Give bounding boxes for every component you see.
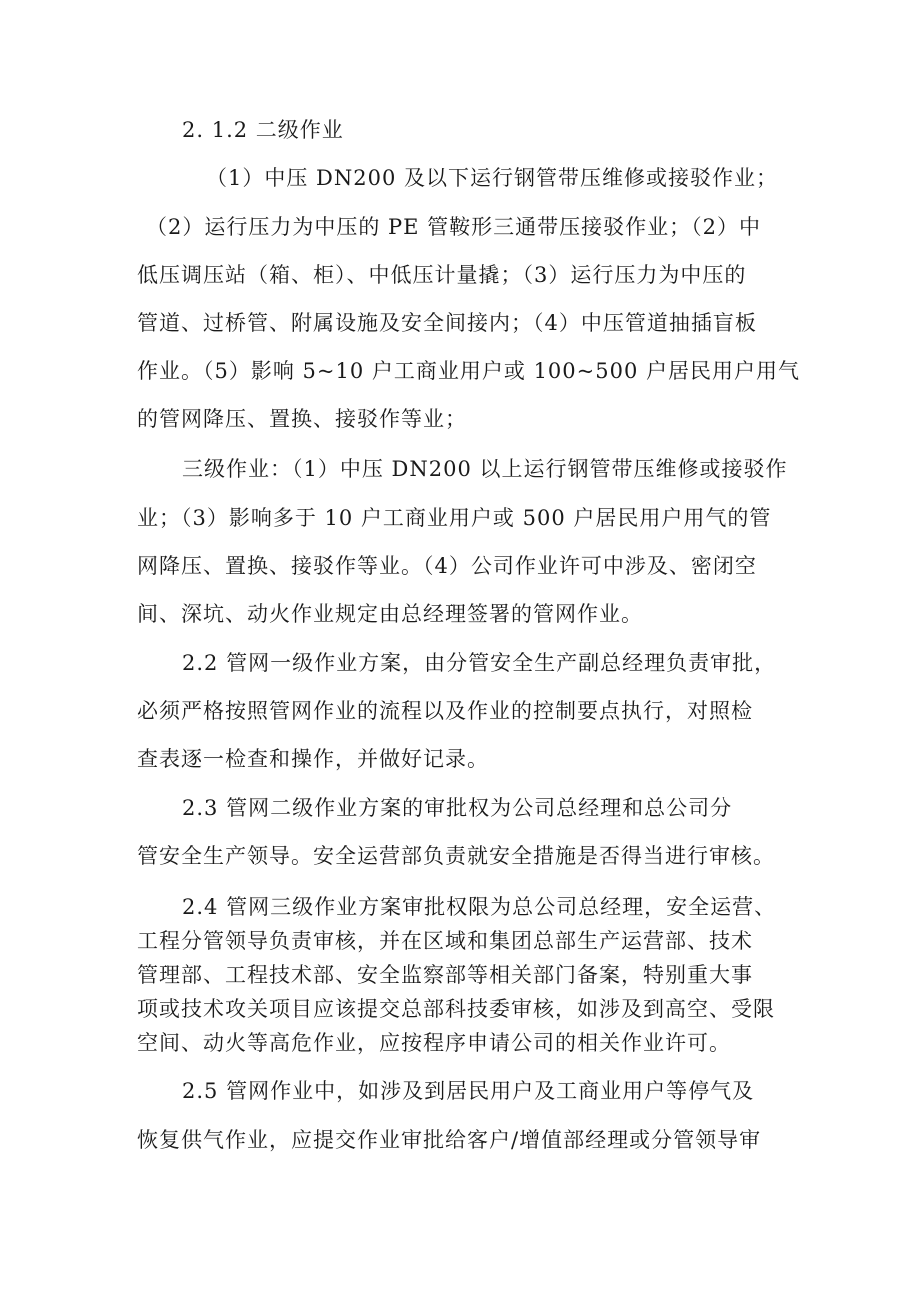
paragraph-line: 作业。（5）影响 5~10 户工商业用户或 100~500 户居民用户用气 (137, 359, 800, 383)
section-paragraph-2-4: 2.4 管网三级作业方案审批权限为总公司总经理，安全运营、 (182, 895, 777, 919)
paragraph-line: 必须严格按照管网作业的流程以及作业的控制要点执行，对照检 (137, 699, 753, 723)
paragraph-line: 管理部、工程技术部、安全监察部等相关部门备案，特别重大事 (137, 963, 753, 987)
paragraph-line: 业；（3）影响多于 10 户工商业用户或 500 户居民用户用气的管 (137, 506, 772, 530)
paragraph-line: 低压调压站（箱、柜）、中低压计量撬；（3）运行压力为中压的 (137, 263, 747, 287)
section-paragraph-2-3: 2.3 管网二级作业方案的审批权为公司总经理和总公司分 (182, 796, 733, 820)
paragraph-line: （1）中压 DN200 及以下运行钢管带压维修或接驳作业； (206, 166, 779, 190)
paragraph-line: 管道、过桥管、附属设施及安全间接内；（4）中压管道抽插盲板 (137, 311, 757, 335)
paragraph-line: （2）运行压力为中压的 PE 管鞍形三通带压接驳作业；（2）中 (146, 215, 762, 239)
paragraph-line: 的管网降压、置换、接驳作等业； (137, 407, 467, 431)
section-paragraph-2-2: 2.2 管网一级作业方案，由分管安全生产副总经理负责审批， (182, 651, 777, 675)
paragraph-line: 查表逐一检查和操作，并做好记录。 (137, 747, 489, 771)
paragraph-line: 恢复供气作业，应提交作业审批给客户/增值部经理或分管领导审 (137, 1128, 762, 1152)
paragraph-line: 网降压、置换、接驳作等业。（4）公司作业许可中涉及、密闭空 (137, 554, 757, 578)
paragraph-line: 工程分管领导负责审核，并在区域和集团总部生产运营部、技术 (137, 929, 753, 953)
paragraph-line: 管安全生产领导。安全运营部负责就安全措施是否得当进行审核。 (137, 844, 775, 868)
section-paragraph-2-5: 2.5 管网作业中，如涉及到居民用户及工商业用户等停气及 (182, 1079, 755, 1103)
paragraph-line: 间、深坑、动火作业规定由总经理签署的管网作业。 (137, 602, 643, 626)
section-heading-2-1-2: 2. 1.2 二级作业 (182, 118, 344, 142)
paragraph-line: 三级作业：（1）中压 DN200 以上运行钢管带压维修或接驳作 (182, 457, 788, 481)
paragraph-line: 项或技术攻关项目应该提交总部科技委审核，如涉及到高空、受限 (137, 997, 775, 1021)
paragraph-line: 空间、动火等高危作业，应按程序申请公司的相关作业许可。 (137, 1031, 731, 1055)
